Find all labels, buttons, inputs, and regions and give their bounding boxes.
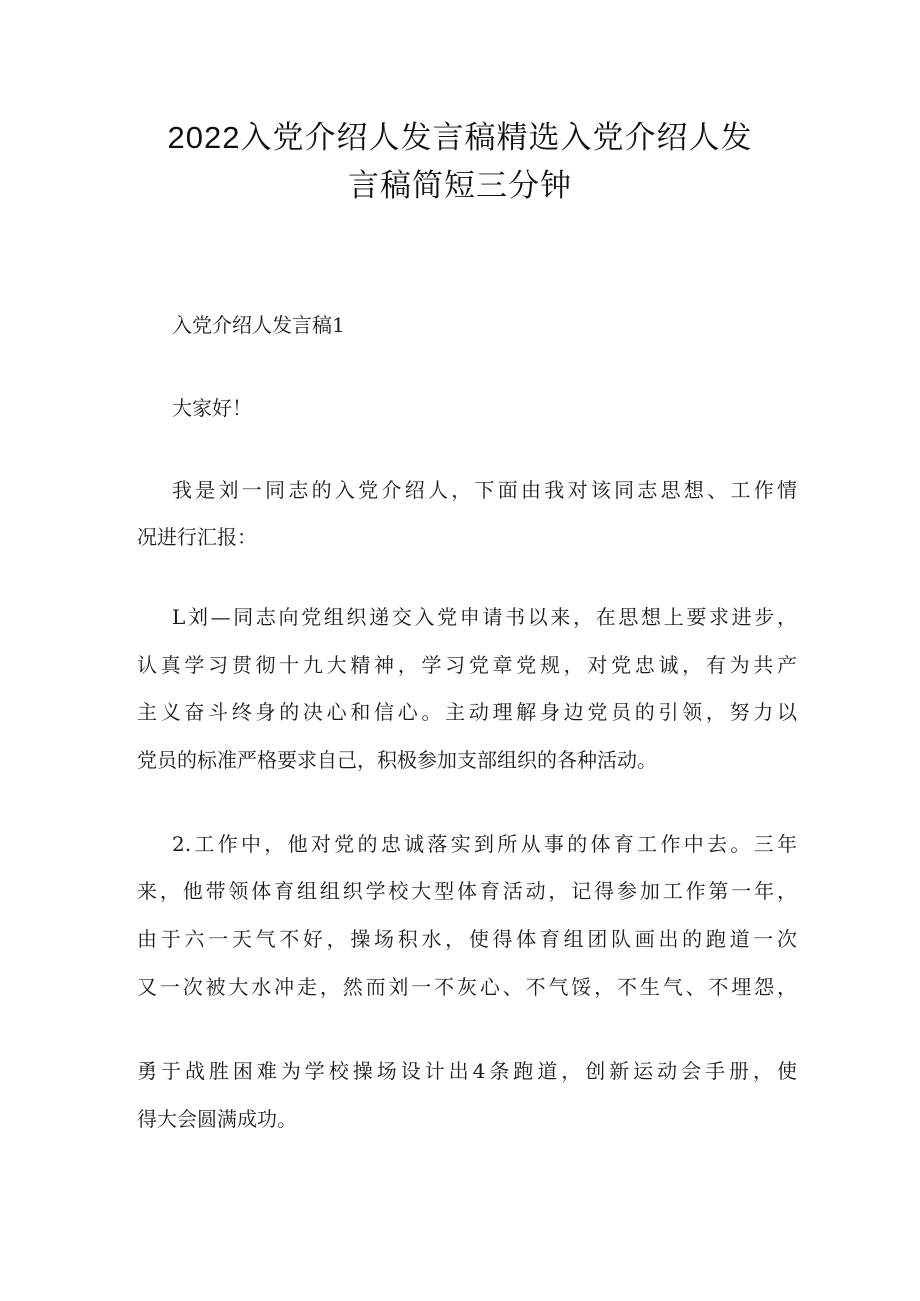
- document-title-line-2: 言稿简短三分钟: [348, 168, 572, 203]
- point1-line-2: 认真学习贯彻十九大精神，学习党章党规，对党忠诚，有为共产: [137, 653, 797, 677]
- point2-line-6: 得大会圆满成功。: [137, 1107, 297, 1131]
- point1-line-4: 党员的标准严格要求自己，积极参加支部组织的各种活动。: [137, 748, 657, 772]
- intro-line-1: 我是刘一同志的入党介绍人，下面由我对该同志思想、工作情: [172, 478, 797, 502]
- document-title-line-1: 2022入党介绍人发言稿精选入党介绍人发: [167, 120, 753, 155]
- point1-line-1: L刘—同志向党组织递交入党申请书以来，在思想上要求进步，: [172, 605, 797, 629]
- section-heading: 入党介绍人发言稿1: [172, 313, 345, 337]
- point2-line-1: 2.工作中，他对党的忠诚落实到所从事的体育工作中去。三年: [172, 832, 797, 856]
- point2-line-5: 勇于战胜困难为学校操场设计出4条跑道，创新运动会手册，使: [137, 1059, 797, 1083]
- point1-line-3: 主义奋斗终身的决心和信心。主动理解身边党员的引领，努力以: [137, 700, 797, 724]
- point2-line-2: 来，他带领体育组组织学校大型体育活动，记得参加工作第一年，: [137, 879, 797, 903]
- greeting: 大家好！: [172, 396, 252, 420]
- point2-line-4: 又一次被大水冲走，然而刘一不灰心、不气馁，不生气、不埋怨，: [137, 975, 797, 999]
- point2-line-3: 由于六一天气不好，操场积水，使得体育组团队画出的跑道一次: [137, 927, 797, 951]
- intro-line-2: 况进行汇报：: [137, 525, 257, 549]
